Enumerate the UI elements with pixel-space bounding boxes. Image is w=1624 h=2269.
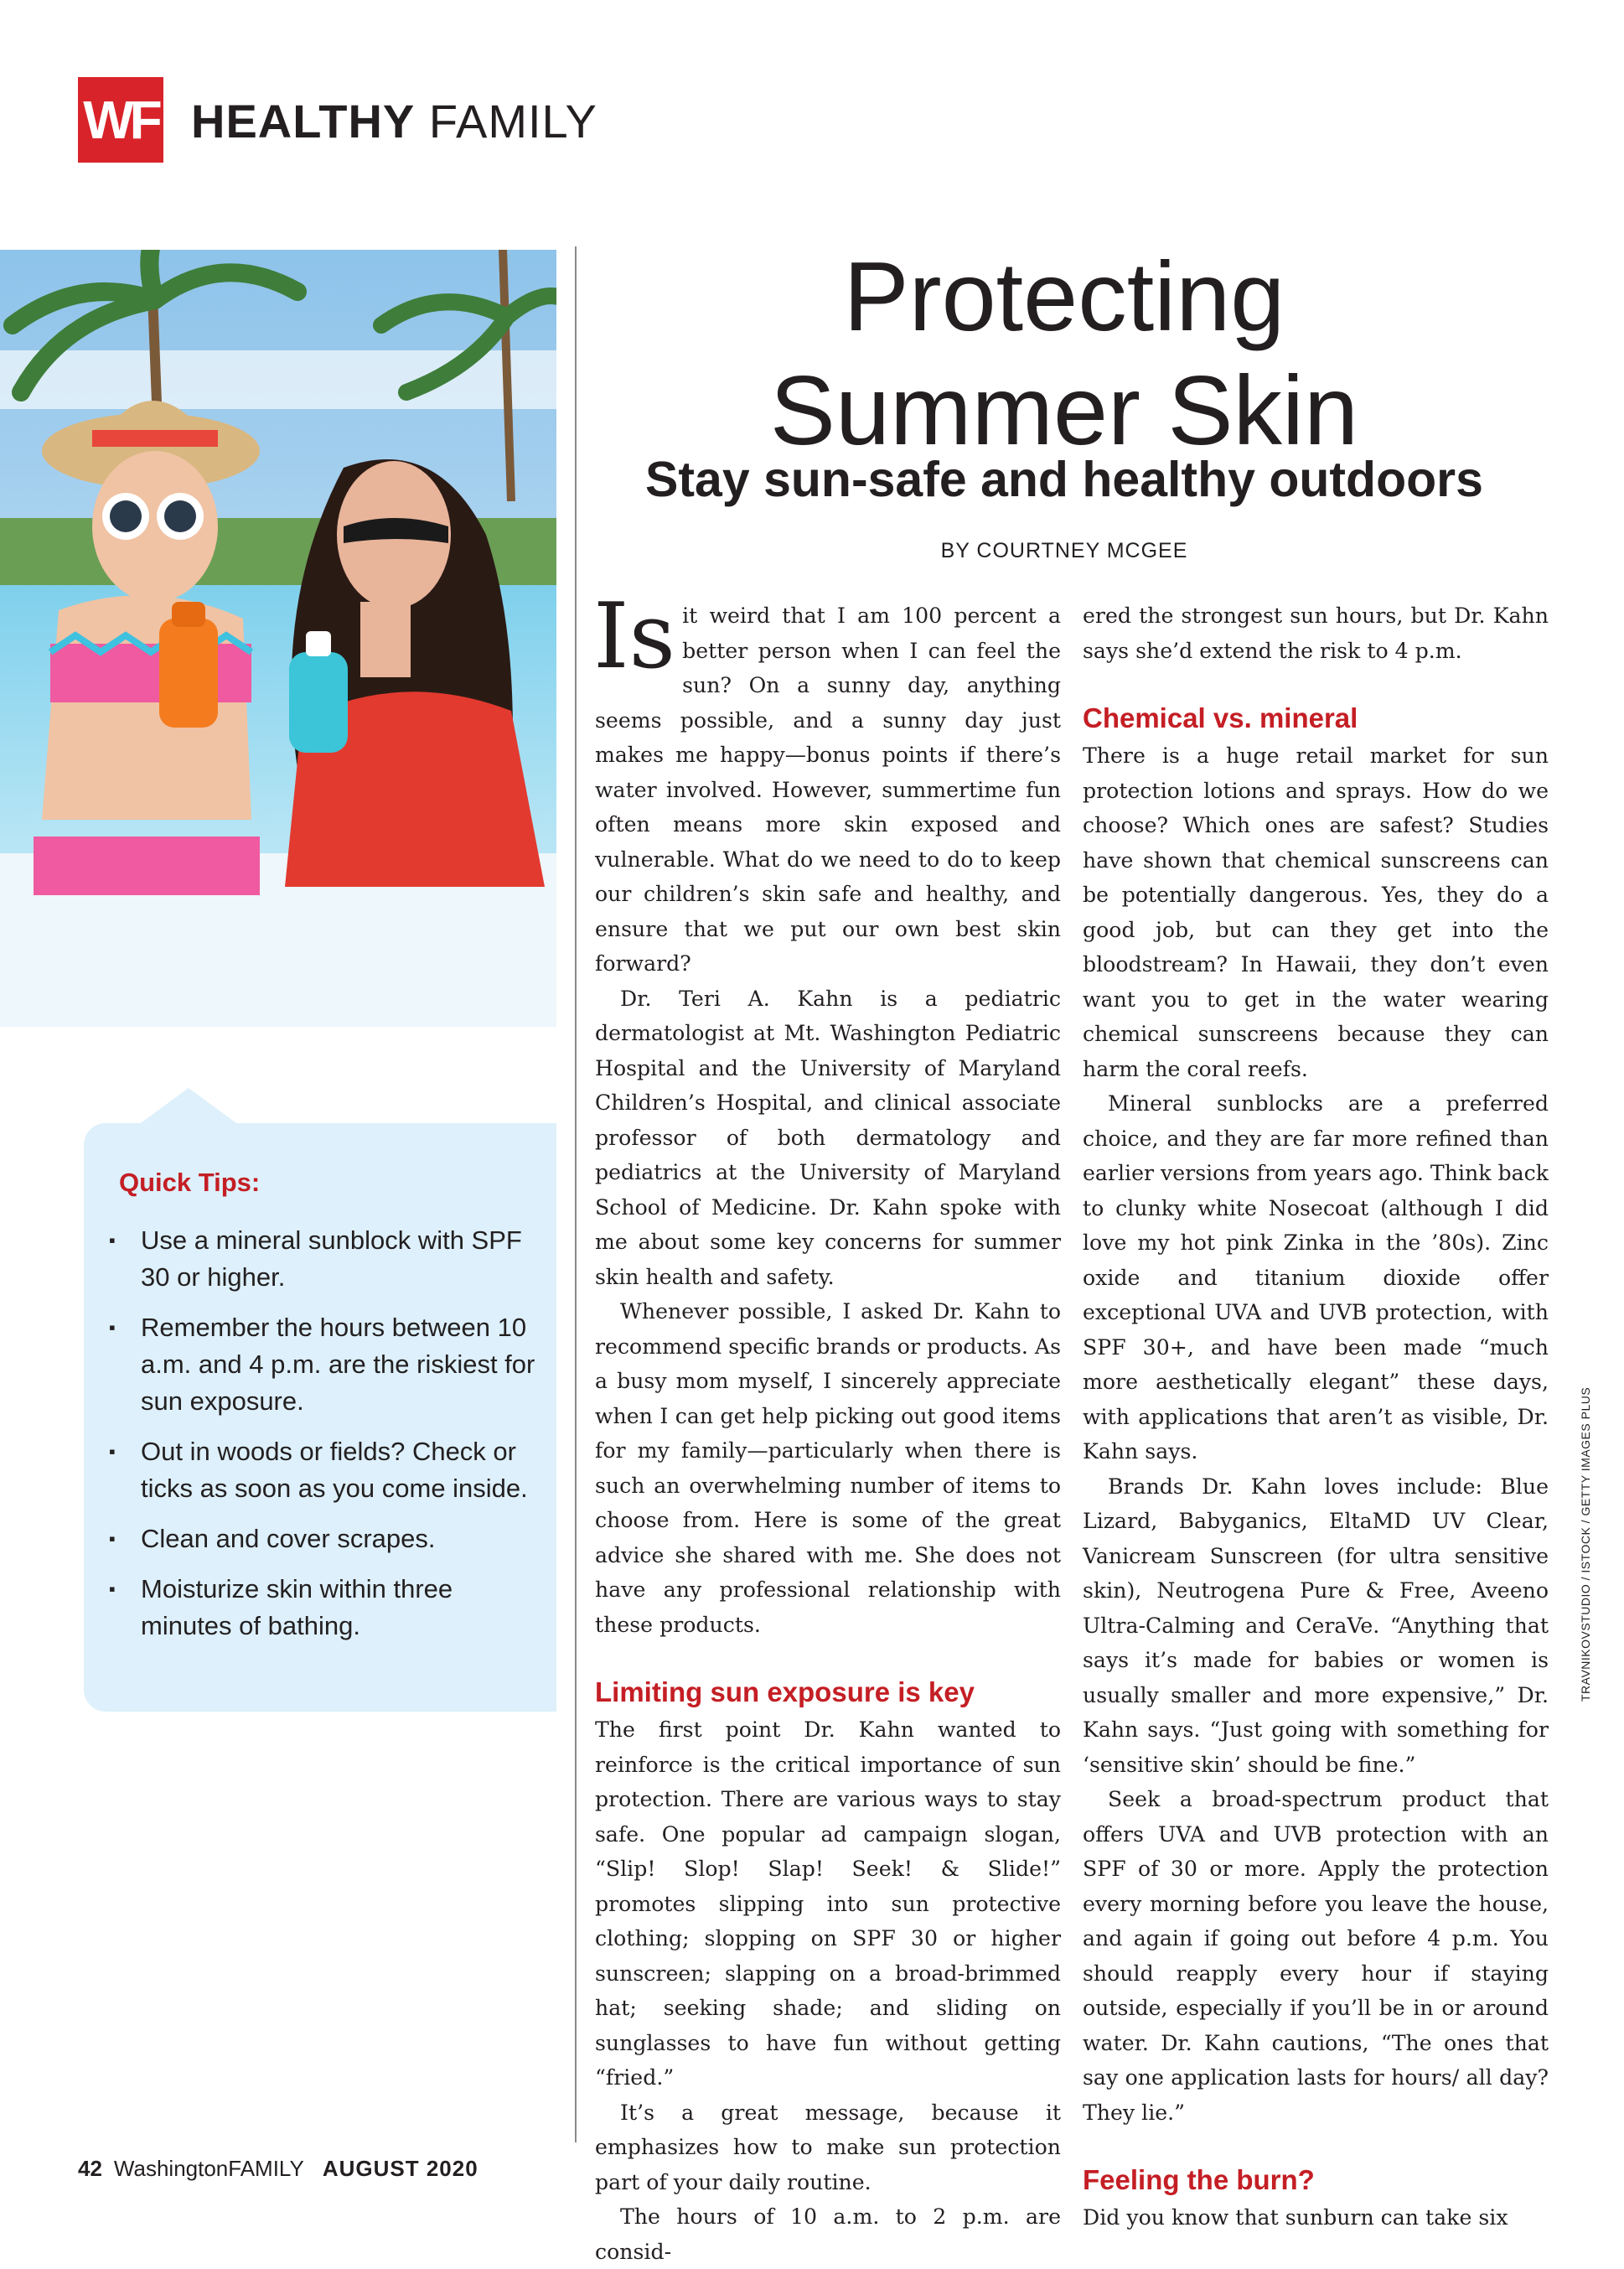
article-column-1 — [593, 584, 1061, 2269]
paragraph — [593, 584, 1061, 982]
paragraph: Did you know that sunburn can take six — [1083, 2205, 1508, 2230]
paragraph: ered the strongest sun hours, but Dr. Kahn says she’d extend the risk to 4 p.m. — [1083, 604, 1549, 663]
paragraph: Seek a broad-spectrum product that offers UVA and UVB protection with an SPF of 30 or more. Apply the protection every morning before you leave the house, and again if going out before 4 p.m. You should reapply every hour if staying outside, especially if you’ll be in or around water. Dr. Kahn cautions, “The ones that say one application lasts for hours/ all day? They lie.” — [1083, 1787, 1549, 2125]
section-heading: Feeling the burn? — [1083, 2164, 1315, 2195]
paragraph: The first point Dr. Kahn wanted to reinforce is the critical importance of sun protection. There are various ways to stay safe. One popular ad campaign slogan, “Slip! Slop! Slap! Seek! & Slide!” promotes slipping into sun protective clothing; slopping on SPF 30 or higher sunscreen; slapping on a broad-brimmed hat; seeking shade; and sliding on sunglasses to have fun without getting “fried.” — [595, 1717, 1061, 2090]
section-name — [191, 92, 597, 151]
article-byline: BY COURTNEY MCGEE — [940, 539, 1188, 562]
issue-date: AUGUST 2020 — [322, 2156, 478, 2181]
paragraph: Whenever possible, I asked Dr. Kahn to recommend specific brands or products. As a busy mom myself, I sincerely appreciate when I can get help picking out good items for my family—particularly when there is such an overwhelming number of items to choose from. Here is some of the great advice she shared with me. She does not have any professional relationship with these products. — [595, 1299, 1061, 1637]
tip-item: ▪ Out in woods or fields? Check or ticks as soon as you come inside. — [109, 1433, 545, 1507]
tip-item: ▪ Remember the hours between 10 a.m. and 4 p.m. are the riskiest for sun exposure. — [109, 1309, 545, 1420]
title-line-2: Summer Skin — [769, 355, 1359, 465]
photo-illustration — [0, 250, 556, 1027]
quick-tips-box — [84, 1123, 556, 1712]
paragraph-text: it weird that I am 100 percent a better person when I can feel the sun? On a sunny day, anything seems possible, and a sunny day just makes me happy—bonus points if there’s water involved. However, summertime fun often means more skin exposed and vulnerable. What do we need to do to keep our children’s skin safe and healthy, and ensure that we put our own best skin forward? — [595, 604, 1061, 976]
section-heading: Limiting sun exposure is key — [595, 1676, 975, 1707]
magazine-name — [114, 2156, 304, 2181]
photo-credit: TRAVNIKOVSTUDIO / ISTOCK / GETTY IMAGES PLUS — [1579, 1386, 1592, 1702]
dropcap: Is — [593, 584, 676, 689]
page-footer — [78, 2156, 478, 2182]
magazine-name-caps: FAMILY — [228, 2156, 304, 2181]
paragraph: It’s a great message, because it emphasizes how to make sun protection part of your daily routine. — [595, 2100, 1061, 2194]
tip-item: ▪ Moisturize skin within three minutes of bathing. — [109, 1571, 545, 1645]
article-column-2 — [1083, 598, 1549, 2235]
quick-tips-list — [109, 1222, 545, 1658]
section-name-light: FAMILY — [428, 95, 597, 148]
section-heading: Chemical vs. mineral — [1083, 702, 1358, 733]
quick-tips-title: Quick Tips: — [119, 1168, 261, 1197]
article-subtitle: Stay sun-safe and healthy outdoors — [645, 452, 1483, 507]
magazine-name-light: Washington — [113, 2156, 229, 2181]
column-divider — [575, 246, 577, 2142]
tips-box-notch — [138, 1088, 239, 1125]
paragraph: Mineral sunblocks are a preferred choice, and they are far more refined than earlier versions from years ago. Think back to clunky white Nosecoat (although I did love my hot pink Zinka in the ’80s). Zinc oxide and titanium dioxide offer exceptional UVA and UVB protection, with SPF 30+, and have been made “much more aesthetically elegant” these days, with applications that aren’t as visible, Dr. Kahn says. — [1083, 1091, 1549, 1463]
paragraph: The hours of 10 a.m. to 2 p.m. are consid- — [595, 2204, 1061, 2264]
tip-item: ▪ Clean and cover scrapes. — [109, 1520, 545, 1557]
tip-item: ▪ Use a mineral sunblock with SPF 30 or higher. — [109, 1222, 545, 1296]
paragraph: There is a huge retail market for sun protection lotions and sprays. How do we choose? Which ones are safest? Studies have shown that chemical sunscreens can be potentially dangerous. Yes, they do a good job, but can they get into the bloodstream? In Hawaii, they don’t even want you to get in the water wearing chemical sunscreens because they can harm the coral reefs. — [1083, 743, 1549, 1081]
title-line-1: Protecting — [843, 241, 1285, 351]
paragraph: Dr. Teri A. Kahn is a pediatric dermatologist at Mt. Washington Pediatric Hospital and the University of Maryland Children’s Hospital, and clinical associate professor of both dermatology and pediatrics at the University of Maryland School of Medicine. Dr. Kahn spoke with me about some key concerns for summer skin health and safety. — [595, 986, 1061, 1289]
wf-logo: WF — [78, 77, 163, 163]
page-number: 42 — [78, 2156, 102, 2181]
section-name-bold: HEALTHY — [191, 95, 416, 148]
article-photo — [0, 250, 556, 1027]
article-title — [587, 240, 1542, 468]
paragraph: Brands Dr. Kahn loves include: Blue Lizard, Babyganics, EltaMD UV Clear, Vanicream Sunscreen (for ultra sensitive skin), Neutrogena Pure & Free, Aveeno Ultra-Calming and CeraVe. “Anything that says it’s made for babies or women is usually smaller and more expensive,” Dr. Kahn says. “Just going with something for ‘sensitive skin’ should be fine.” — [1083, 1474, 1549, 1777]
